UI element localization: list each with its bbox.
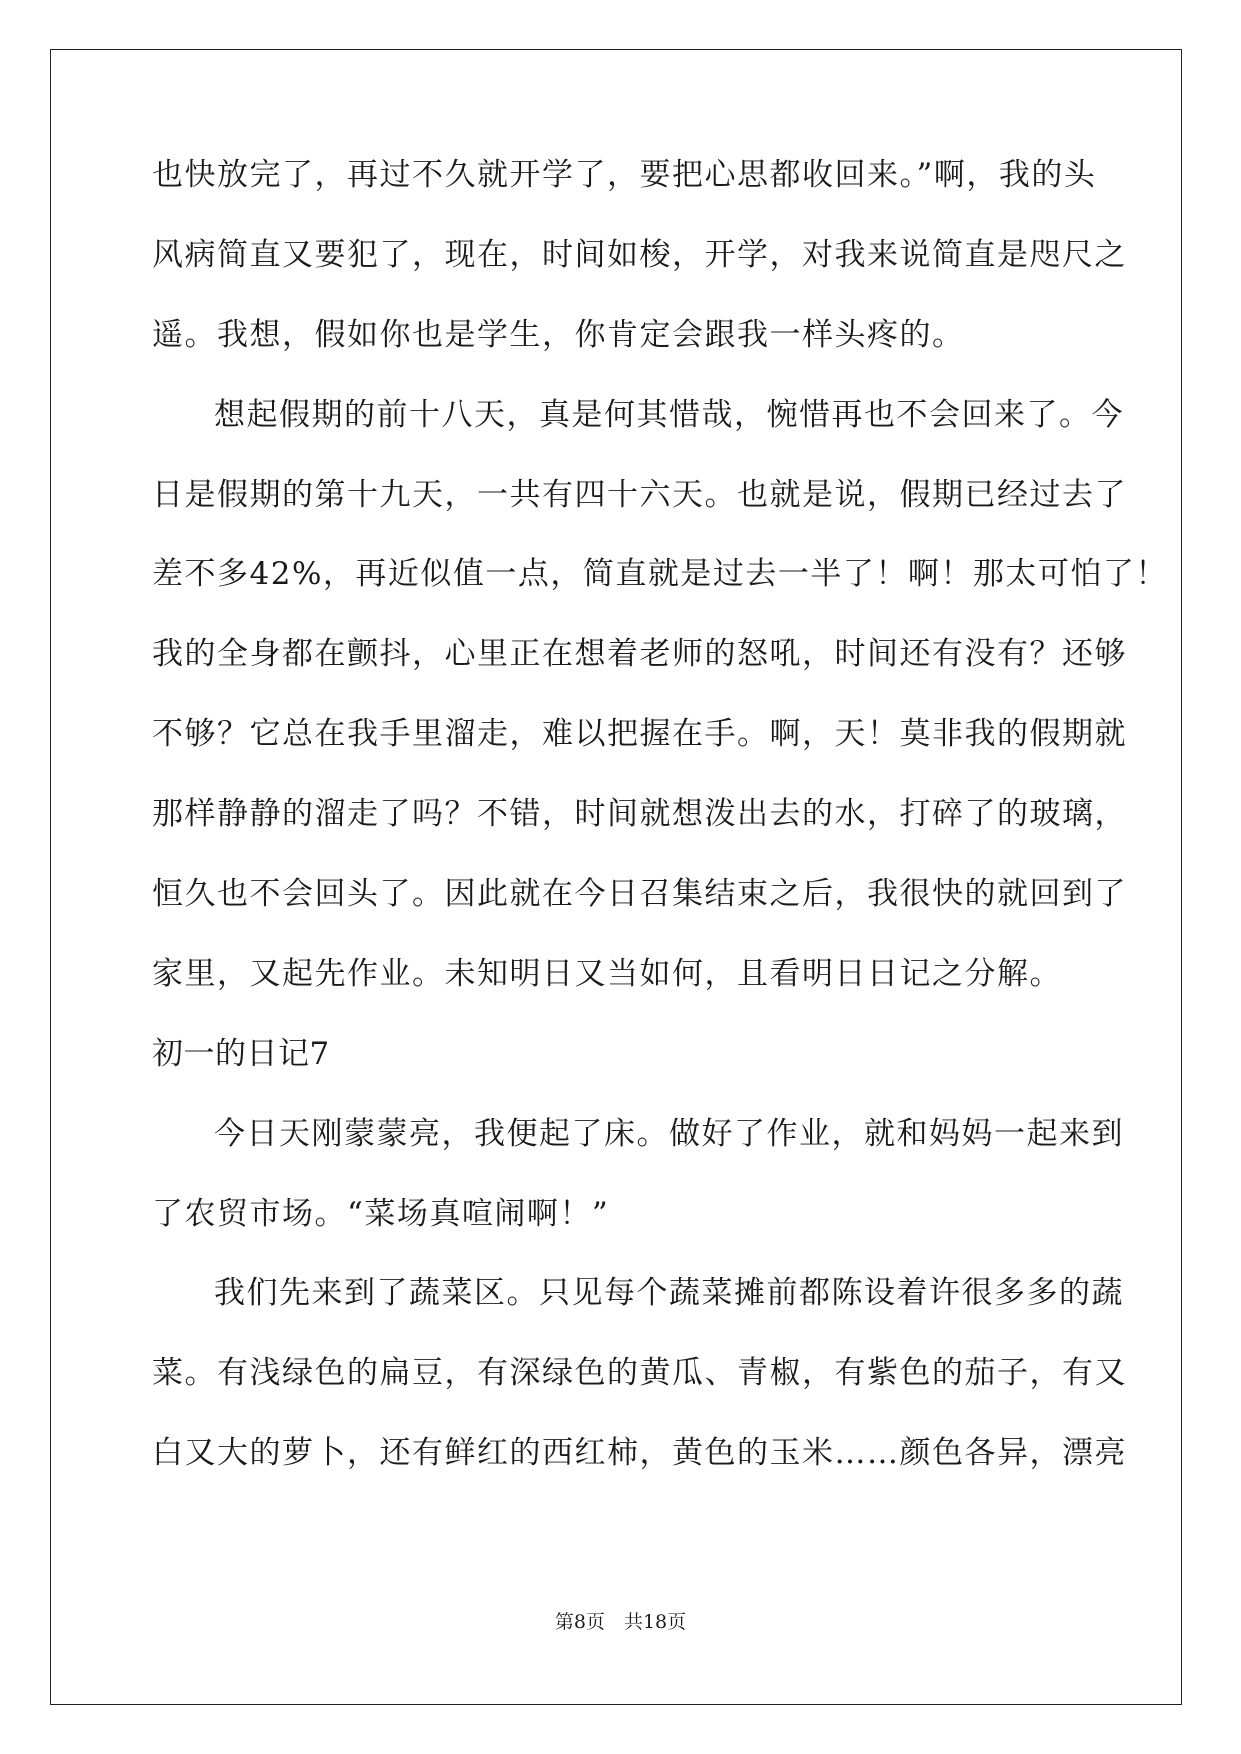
- text-line: 风病简直又要犯了，现在，时间如梭，开学，对我来说简直是咫尺之: [152, 236, 1127, 273]
- text-line: 今日天刚蒙蒙亮，我便起了床。做好了作业，就和妈妈一起来到: [214, 1115, 1124, 1152]
- text-line: 家里，又起先作业。未知明日又当如何，且看明日日记之分解。: [152, 955, 1062, 992]
- section-heading: 初一的日记7: [152, 1035, 330, 1072]
- text-line: 白又大的萝卜，还有鲜红的西红柿，黄色的玉米……颜色各异，漂亮: [152, 1435, 1127, 1472]
- text-line: 也快放完了，再过不久就开学了，要把心思都收回来。”啊，我的头: [152, 157, 1097, 193]
- text-line: 我们先来到了蔬菜区。只见每个蔬菜摊前都陈设着许很多多的蔬: [214, 1275, 1124, 1312]
- text-line: 了农贸市场。“菜场真喧闹啊！”: [152, 1195, 610, 1232]
- text-line: 恒久也不会回头了。因此就在今日召集结束之后，我很快的就回到了: [152, 876, 1127, 913]
- text-line: 遥。我想，假如你也是学生，你肯定会跟我一样头疼的。: [152, 316, 965, 353]
- text-line: 想起假期的前十八天，真是何其惜哉，惋惜再也不会回来了。今: [214, 396, 1124, 433]
- document-body: [152, 157, 1168, 1518]
- text-line: 菜。有浅绿色的扁豆，有深绿色的黄瓜、青椒，有紫色的茄子，有又: [152, 1355, 1127, 1392]
- text-line: 那样静静的溜走了吗？不错，时间就想泼出去的水，打碎了的玻璃，: [152, 796, 1127, 833]
- text-line: 不够？它总在我手里溜走，难以把握在手。啊，天！莫非我的假期就: [152, 716, 1127, 753]
- page-number: 第8页 共18页: [554, 1611, 687, 1633]
- text-line: 我的全身都在颤抖，心里正在想着老师的怒吼，时间还有没有？还够: [152, 636, 1127, 673]
- text-line: 日是假期的第十九天，一共有四十六天。也就是说，假期已经过去了: [152, 476, 1127, 513]
- text-line: 差不多42%，再近似值一点，简直就是过去一半了！啊！那太可怕了！: [152, 556, 1168, 593]
